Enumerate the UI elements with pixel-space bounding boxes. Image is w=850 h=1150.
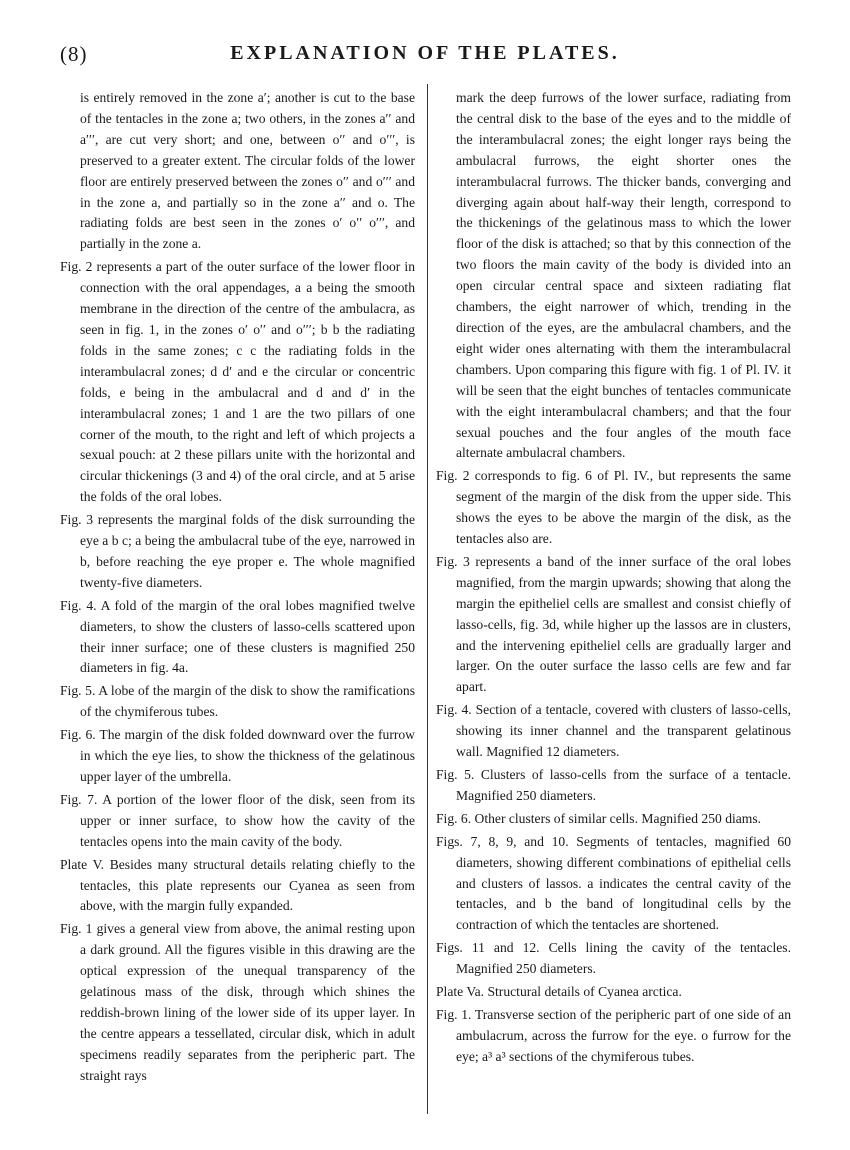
figure-entry: Figs. 11 and 12. Cells lining the cavity of the tentacles. Magnified 250 diameters. [436,940,791,977]
plate-heading-entry: Plate V. Besides many structural details relating chiefly to the tentacles, this plate represents our Cyanea as seen from above, with the margin fully expanded. [60,856,415,914]
figure-entry: Fig. 7. A portion of the lower floor of the disk, seen from its upper or inner surface, to show how the cavity of the tentacles opens into the main cavity of the body. [60,791,415,849]
figure-entry: Figs. 7, 8, 9, and 10. Segments of tentacles, magnified 60 diameters, showing different combinations of epithelial cells and clusters of lassos. a indicates the central cavity of the tentacles, and b the band of longitudinal cells by the contraction of which the tentacles are shortened. [436,833,791,933]
figure-entry: Fig. 1. Transverse section of the peripheric part of one side of an ambulacrum, across the furrow for the eye. o furrow for the eye; a³ a³ sections of the chymiferous tubes. [436,1006,791,1064]
figure-entry: Fig. 1 gives a general view from above, the animal resting upon a dark ground. All the figures visible in this drawing are the optical expression of the unequal transparency of the gelatinous mass of the disk, through which shines the reddish-brown lining of the lower side of its upper layer. In the centre appears a tessellated, circular disk, which in adult specimens readily separates from the peripheric part. The straight rays [60,921,415,1083]
page-number: (8) [60,42,88,66]
figure-entry: Fig. 5. Clusters of lasso-cells from the surface of a tentacle. Magnified 250 diameters. [436,767,791,803]
figure-entry: Fig. 3 represents the marginal folds of the disk surrounding the eye a b c; a being the ambulacral tube of the eye, narrowed in b, before reaching the eye proper e. The whole magnified twenty-five diameters. [60,512,415,590]
figure-entry: Fig. 4. A fold of the margin of the oral lobes magnified twelve diameters, to show the clusters of lasso-cells scattered upon their inner surface; one of these clusters is magnified 250 diameters in fig. 4a. [60,597,415,676]
column-rule [427,84,428,1114]
right-column [436,88,791,1068]
running-head: EXPLANATION OF THE PLATES. [230,42,620,64]
figure-entry: Fig. 6. The margin of the disk folded downward over the furrow in which the eye lies, to show the thickness of the gelatinous upper layer of the umbrella. [60,727,415,784]
figure-entry: Fig. 2 corresponds to fig. 6 of Pl. IV., but represents the same segment of the margin of the disk from the upper side. This shows the eyes to be above the margin of the disk, as the tentacles also are. [436,468,791,547]
figure-entry: Fig. 3 represents a band of the inner surface of the oral lobes magnified, from the margin upwards; showing that along the margin the epitheliel cells are smallest and consist chiefly of lasso-cells, fig. 3d, while higher up the lassos are in clusters, and the intervening epitheliel cells are gradually larger and larger. On the outer surface the lasso cells are few and far apart. [436,553,791,695]
paragraph: is entirely removed in the zone a′; another is cut to the base of the tentacles in the zone a; two others, in the zones a′′ and a′′′, are cut very short; and one, between o′′ and o′′′, is preserved to a greater extent. The circular folds of the lower floor are entirely preserved between the zones o′′ and o′′′ and in the zone a, and partially so in the zone a′′ and o. The radiating folds are best seen in the zones o′ o′′ o′′′, and partially in the zone a. [80,90,415,252]
left-column [60,88,415,1087]
figure-entry: Fig. 6. Other clusters of similar cells. Magnified 250 diams. [436,810,762,826]
plate-heading-entry: Plate Va. Structural details of Cyanea arctica. [436,984,682,1000]
figure-entry: Fig. 4. Section of a tentacle, covered with clusters of lasso-cells, showing its inner channel and the transparent gelatinous wall. Magnified 12 diameters. [436,702,791,760]
figure-entry: Fig. 2 represents a part of the outer surface of the lower floor in connection with the oral appendages, a a being the smooth membrane in the direction of the centre of the ambulacra, as seen in fig. 1, in the zones o′ o′′ and o′′′; b b the radiating folds in the same zones; c c the radiating folds in the interambulacral zones; d d′ and e the circular or concentric folds, e being in the ambulacral and d and d′ in the interambulacral zones; 1 and 1 are the two pillars of one corner of the mouth, to the right and left of which projects a sexual pouch: at 2 these pillars unite with the horizontal and circular thickenings (3 and 4) of the oral circle, and at 5 arise the folds of the oral lobes. [60,259,415,505]
paragraph: mark the deep furrows of the lower surface, radiating from the central disk to the base of the eyes and to the middle of the interambulacral zones; the eight longer rays being the ambulacral furrows, the eight shorter ones the interambulacral furrows. The thicker bands, converging and diverging again about half-way their length, correspond to the thickenings of the gelatinous mass to which the lower floor of the disk is attached; so that by this connection of the two floors the main cavity of the body is divided into an open circular central space and sixteen radiating flat chambers, the eight narrower of which, trending in the direction of the eyes, are the ambulacral chambers, and the eight wider ones alternating with them the interambulacral chambers. Upon comparing this figure with fig. 1 of Pl. IV. it will be seen that the eight bunches of tentacles communicate with the eight interambulacral chambers; and that the four sexual pouches and the four angles of the mouth face alternate ambulacral chambers. [456,90,791,461]
figure-entry: Fig. 5. A lobe of the margin of the disk to show the ramifications of the chymiferous tubes. [60,683,415,720]
